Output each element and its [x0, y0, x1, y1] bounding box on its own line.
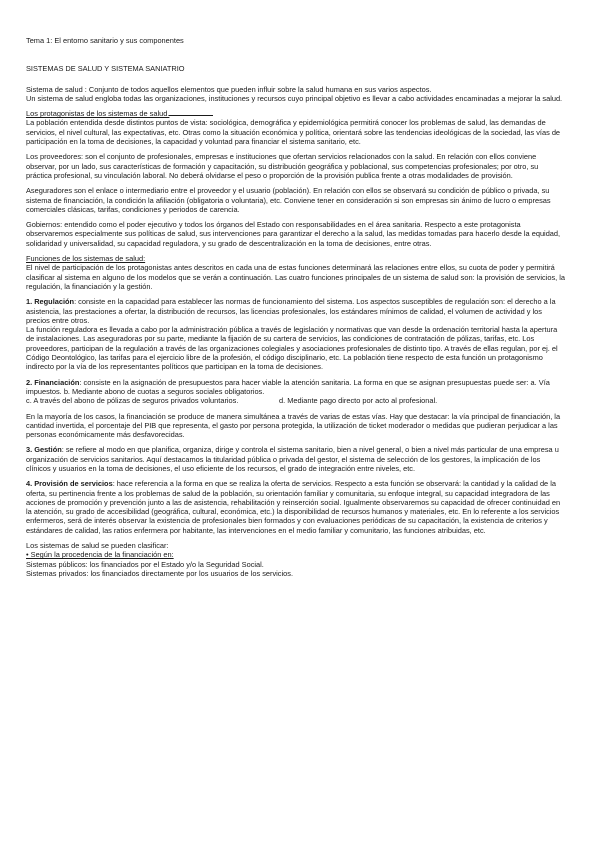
section-title: SISTEMAS DE SALUD Y SISTEMA SANIATRIO	[26, 64, 185, 74]
paragraph-financiacion-2: En la mayoría de los casos, la financiación se produce de manera simultánea a través de varias de estas vías. Hay que destacar: la vía principal de financiación, la cantidad invertida, el porcentaje del PIB que representa, el gasto por persona protegida, la utilización de ticket moderador o medidas que pudieran perjudicar a las personas económicamente más desfavorecidas.	[26, 411, 561, 440]
paragraph-regulacion	[26, 297, 566, 325]
classification-bullet-text: • Según la procedencia de la financiación en:	[26, 550, 174, 560]
regulacion-text: : consiste en la capacidad para establecer las normas de funcionamiento del sistema. Los aspectos susceptibles de regulación son: el derecho a la asistencia, las prestaciones a ofertar, la distribución de recursos, las licencias profesionales, los estándares mínimos de calidad, el volumen de actividad y los precios entre otros.	[26, 297, 556, 325]
classification-privados: Sistemas privados: los financiados directamente por los usuarios de los servicios.	[26, 568, 294, 578]
classification-publicos: Sistemas públicos: los financiados por el Estado y/o la Seguridad Social.	[26, 559, 264, 569]
intro-paragraph: Un sistema de salud engloba todas las organizaciones, instituciones y recursos cuyo principal objetivo es llevar a cabo actividades encaminadas a mejorar la salud.	[26, 93, 563, 103]
heading-underline	[169, 115, 213, 116]
provision-label: 4. Provisión de servicios	[26, 479, 113, 489]
financiacion-text: : consiste en la asignación de presupuestos para hacer viable la atención sanitaria. La forma en que se asignan presupuestas puede ser:	[79, 377, 529, 387]
paragraph-provision	[26, 479, 566, 535]
document-title: Tema 1: El entorno sanitario y sus componentes	[26, 36, 184, 45]
financiacion-option-b: b. Mediante abono de cuotas a seguros sociales obligatorios.	[63, 386, 265, 396]
paragraph-gestion	[26, 445, 566, 473]
classification-bullet	[26, 550, 566, 559]
functions-heading-text: Funciones de los sistemas de salud:	[26, 254, 146, 264]
functions-heading	[26, 254, 566, 263]
regulacion-label: 1. Regulación	[26, 297, 75, 307]
document-page	[26, 36, 566, 578]
provision-text: : hace referencia a la forma en que se realiza la oferta de servicios. Respecto a esta función se observará: la cantidad y la calidad de la oferta, su pertinencia frente a los problemas de salud de la población, su orientación familiar y comunitaria, su enfoque integral, su capacidad integradora de las acciones de promoción y prevención junto a las de asistencia, rehabilitación y reinserción social. Igualmente observaremos su capacidad de ofrecer continuidad en la atención, su grado de accesibilidad (geográfica, cultural, económica, etc.) la disponibilidad de recursos humanos y materiales, etc. En lo referente a los servicios enfermeros, será de interés observar la existencia de profesionales bien formados y con evaluaciones periódicas de su capacitación, la existencia de criterios y estándares de calidad, las ratios enfermera por habitante, las intervenciones en el medio familiar y comunitario, las funciones atribuidas, etc.	[26, 479, 561, 535]
financiacion-option-c: c. A través del abono de pólizas de seguros privados voluntarios.	[26, 396, 239, 406]
intro-definition: Sistema de salud : Conjunto de todos aquellos elementos que pueden influir sobre la salud humana en sus varios aspectos.	[26, 84, 432, 94]
paragraph-poblacion: La población entendida desde distintos puntos de vista: sociológica, demográfica y epidemiológica permitirá conocer los problemas de salud, las demandas de servicios, el nivel cultural, las expectativas, etc. Otras como la situación económica y política, orientará sobre las tendencias ideológicas de la sociedad, las vías de participación en la toma de decisiones, la capacidad y voluntad para financiar el sistema sanitario, etc.	[26, 118, 561, 147]
paragraph-proveedores: Los proveedores: son el conjunto de profesionales, empresas e instituciones que ofertan servicios relacionados con la salud. En relación con ellos conviene observar, por un lado, sus características de formación y capacitación, su distribución geográfica y poblacional, sus competencias profesionales; por otro, su práctica profesional, su vinculación laboral. No deberá olvidarse el peso o proporción de la provisión publica frente a otras modalidades de provisión.	[26, 152, 539, 180]
protagonists-heading-text: Los protagonistas de los sistemas de salud.	[26, 109, 170, 119]
paragraph-aseguradores: Aseguradores son el enlace o intermediario entre el proveedor y el usuario (población). En relación con ellos se observará su condición de público o privada, su sistema de financiación, la condición la afiliación (obligatoria o voluntaria), etc. Conviene tener en consideración si son empresas sin ánimo de lucro o empresas comerciales clásicas, tarifas, condiciones y periodos de carencia.	[26, 186, 551, 214]
protagonists-heading	[26, 109, 566, 118]
gestion-text: : se refiere al modo en que planifica, organiza, dirige y controla el sistema sanitario, bien a nivel general, o bien a nivel más particular de una empresa u organización de servicios sanitarios. Aquí destacamos la titularidad pública o privada del gestor, el sistema de selección de los gestores, la implicación de los clínicos y usuarios en la toma de decisiones, el uso eficiente de los recursos, el grado de integración entre niveles, etc.	[26, 445, 559, 473]
financiacion-label: 2. Financiación	[26, 377, 80, 387]
classification-intro: Los sistemas de salud se pueden clasificar:	[26, 541, 169, 551]
gestion-label: 3. Gestión	[26, 445, 62, 455]
financiacion-option-a: a. Vía impuestos.	[26, 377, 550, 396]
paragraph-gobiernos: Gobiernos: entendido como el poder ejecutivo y todos los órganos del Estado con responsabilidades en el área sanitaria. Respecto a este protagonista observaremos especialmente sus políticas de salud, sus intervenciones para garantizar el derecho a la salud, las medidas tomadas para hacerlo desde la equidad, solidaridad y universalidad, su capacidad reguladora, y su grado de descentralización en la toma de decisiones, entre otras.	[26, 220, 561, 248]
paragraph-regulacion-2: La función reguladora es llevada a cabo por la administración pública a través de legislación y normativas que van desde la ordenación territorial hasta la apertura de instalaciones. Las aseguradoras por su parte, mediante la fijación de su cartera de servicios, las condiciones de contratación de pólizas, tarifas, etc. Los proveedores, participan de la regulación a través de las organizaciones colegiales y asociaciones profesionales de distinto tipo. A través de ellas regulan, por ej. el Código Deontológico, las tarifas para el ejercicio libre de la profesión, el código disciplinario, etc. La población tiene respecto de esta función un protagonismo indirecto por la vía de los representantes políticos que participan en la toma de decisiones.	[26, 325, 558, 372]
financiacion-options-row	[26, 396, 566, 405]
financiacion-option-d: d. Mediante pago directo por acto al profesional.	[279, 396, 438, 406]
paragraph-financiacion	[26, 378, 566, 397]
functions-intro: El nivel de participación de los protagonistas antes descritos en cada una de estas funciones determinará las relaciones entre ellos, su cuota de poder y permitirá clasificar al sistema en alguno de los modelos que se verán a continuación. Las cuatro funciones principales de un sistema de salud son: la provisión de servicios, la regulación, la financiación y la gestión.	[26, 263, 565, 291]
